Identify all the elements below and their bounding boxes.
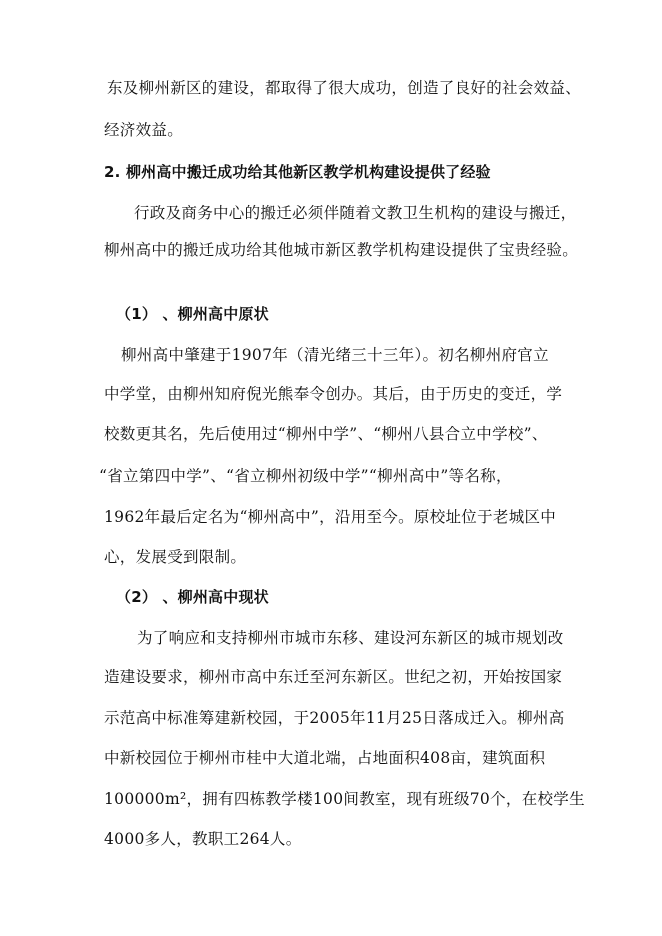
history-line-1: 柳州高中肇建于1907年（清光绪三十三年）。初名柳州府官立 bbox=[121, 346, 549, 364]
current-line-5: 100000m²，拥有四栋教学楼100间教室，现有班级70个，在校学生 bbox=[104, 790, 585, 808]
history-line-4: “省立第四中学”、“省立柳州初级中学”“柳州高中”等名称， bbox=[99, 467, 512, 485]
history-line-2: 中学堂，由柳州知府倪光熊奉令创办。其后，由于历史的变迁，学 bbox=[104, 385, 563, 403]
current-line-2: 造建设要求，柳州市高中东迁至河东新区。世纪之初，开始按国家 bbox=[104, 668, 563, 686]
current-line-6: 4000多人，教职工264人。 bbox=[104, 830, 302, 848]
subheading-current-state: （2） 、柳州高中现状 bbox=[116, 588, 269, 606]
subheading-original-state: （1） 、柳州高中原状 bbox=[116, 305, 269, 323]
relocation-line-1: 行政及商务中心的搬迁必须伴随着文教卫生机构的建设与搬迁， bbox=[134, 204, 577, 222]
relocation-line-2: 柳州高中的搬迁成功给其他城市新区教学机构建设提供了宝贵经验。 bbox=[104, 241, 579, 259]
history-line-6: 心，发展受到限制。 bbox=[104, 548, 247, 566]
intro-line-2: 经济效益。 bbox=[104, 121, 184, 139]
current-line-3: 示范高中标准筹建新校园，于2005年11月25日落成迁入。柳州高 bbox=[104, 709, 565, 727]
current-line-4: 中新校园位于柳州市桂中大道北端，占地面积408亩，建筑面积 bbox=[104, 749, 546, 767]
history-line-3: 校数更其名，先后使用过“柳州中学”、“柳州八县合立中学校”、 bbox=[104, 425, 548, 443]
section-heading-2: 2. 柳州高中搬迁成功给其他新区教学机构建设提供了经验 bbox=[104, 163, 491, 181]
current-line-1: 为了响应和支持柳州市城市东移、建设河东新区的城市规划改 bbox=[137, 629, 564, 647]
intro-line-1: 东及柳州新区的建设，都取得了很大成功，创造了良好的社会效益、 bbox=[107, 79, 582, 97]
history-line-5: 1962年最后定名为“柳州高中”，沿用至今。原校址位于老城区中 bbox=[104, 508, 557, 526]
